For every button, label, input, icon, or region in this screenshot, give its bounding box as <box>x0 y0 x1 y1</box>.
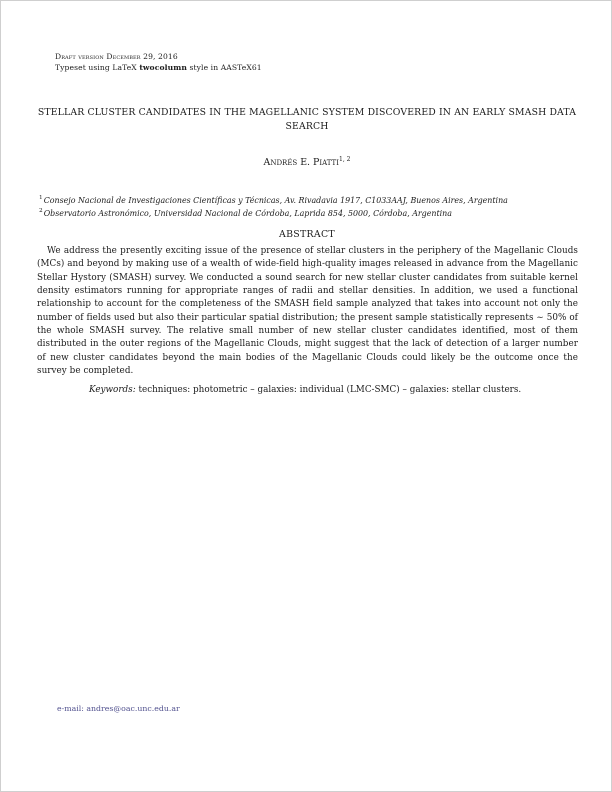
keywords-line <box>37 384 578 397</box>
author-name: Andrés E. Piatti <box>263 157 339 168</box>
typeset-prefix: Typeset using LaTeX <box>55 63 140 72</box>
affiliation-marker: 2 <box>39 208 43 215</box>
affiliation-marker: 1 <box>39 195 43 202</box>
author-affiliation-marks: 1, 2 <box>339 155 351 163</box>
keywords-text: techniques: photometric – galaxies: individual (LMC-SMC) – galaxies: stellar clusters. <box>135 385 522 395</box>
affiliation-text: Consejo Nacional de Investigaciones Científicas y Técnicas, Av. Rivadavia 1917, C1033AAJ, Buenos Aires, Argentina <box>43 196 508 205</box>
draft-version-line: Draft version December 29, 2016 <box>55 52 178 61</box>
paper-title: STELLAR CLUSTER CANDIDATES IN THE MAGELLANIC SYSTEM DISCOVERED IN AN EARLY SMASH DATA SEARCH <box>37 107 577 132</box>
typeset-line <box>55 62 262 73</box>
affiliation-item <box>39 194 579 207</box>
author-line <box>1 157 612 169</box>
affiliations-block <box>39 194 579 220</box>
affiliation-item <box>39 207 579 220</box>
email-link[interactable]: e-mail: andres@oac.unc.edu.ar <box>57 704 180 713</box>
draft-header <box>55 51 262 73</box>
abstract-heading: ABSTRACT <box>279 229 335 240</box>
typeset-suffix: style in AASTeX61 <box>186 63 262 72</box>
keywords-label: Keywords: <box>89 385 136 395</box>
abstract-text: We address the presently exciting issue of the presence of stellar clusters in the periphery of the Magellanic Clouds (MCs) and beyond by making use of a wealth of wide-field high-quality images released in advance from the Magellanic Stellar Hystory (SMASH) survey. We conducted a sound search for new stellar cluster candidates from suitable kernel density estimators running for appropriate ranges of radii and stellar densities. In addition, we used a functional relationship to account for the completeness of the SMASH field sample analyzed that takes into account not only the number of fields used but also their particular spatial distribution; the present sample statistically represents ∼ 50% of the whole SMASH survey. The relative small number of new stellar cluster candidates identified, most of them distributed in the outer regions of the Magellanic Clouds, might suggest that the lack of detection of a larger number of new cluster candidates beyond the main bodies of the Magellanic Clouds could likely be the outcome once the survey be completed. <box>37 246 578 377</box>
affiliation-text: Observatorio Astronómico, Universidad Nacional de Córdoba, Laprida 854, 5000, Córdoba, Argentina <box>43 209 452 218</box>
typeset-style-name: twocolumn <box>139 63 187 72</box>
email-footnote <box>57 703 180 714</box>
